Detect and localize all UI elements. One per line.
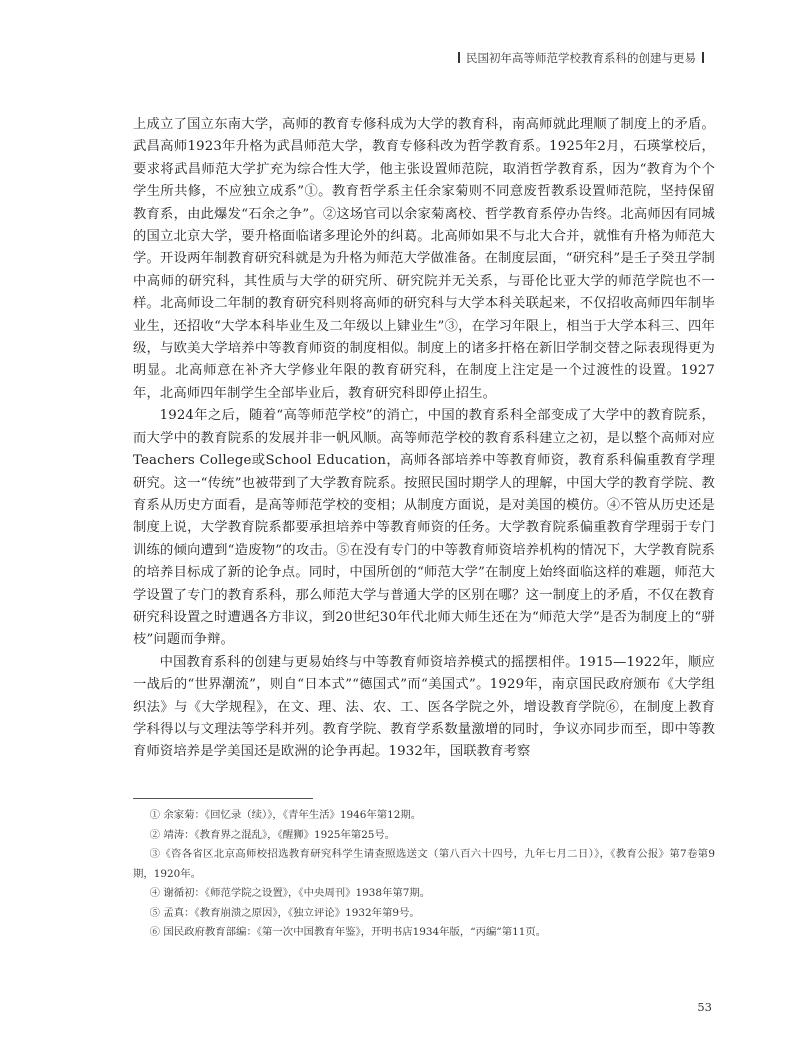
footnote-2: ② 靖涛：《教育界之混乱》，《醒狮》1925年第25号。 bbox=[149, 828, 396, 841]
page-number: 53 bbox=[697, 1000, 712, 1014]
footnote-1: ① 余家菊：《回忆录（续）》，《青年生活》1946年第12期。 bbox=[149, 809, 422, 821]
header-right-bar bbox=[702, 52, 704, 63]
paragraph-3: 中国教育系科的创建与更易始终与中等教育师资培养模式的摇摆相伴。1915—1922年，顺应一战后的“世界潮流”，则自“日本式”“德国式”而“美国式”。1929年，南京国民政府颁布《大学组织法》与《大学规程》，在文、理、法、农、工、医各学院之外，增设教育学院⑥，在制度上教育学科得以与文理法等学科并列。教育学院、教育学系数量激增的同时，争议亦同步而至，即中等教育师资培养是学美国还是欧洲的论争再起。1932年，国联教育考察 bbox=[133, 654, 715, 760]
running-header bbox=[400, 50, 710, 66]
body-text bbox=[133, 114, 715, 764]
footnote-5: ⑤ 孟真：《教育崩溃之原因》，《独立评论》1932年第9号。 bbox=[149, 906, 420, 919]
footnote-6: ⑥ 国民政府教育部编：《第一次中国教育年鉴》，开明书店1934年版，“丙编”第11页。 bbox=[149, 926, 547, 938]
paragraph-1: 上成立了国立东南大学，高师的教育专修科成为大学的教育科，南高师就此理顺了制度上的矛盾。武昌高师1923年升格为武昌师范大学，教育专修科改为哲学教育系。1925年2月，石瑛掌校后，要求将武昌师范大学扩充为综合性大学，他主张设置师范院，取消哲学教育系，因为“教育为个个学生所共修，不应独立成系”①。教育哲学系主任余家菊则不同意废哲教系设置师范院，坚持保留教育系，由此爆发“石余之争”。②这场官司以余家菊离校、哲学教育系停办告终。北高师因有同城的国立北京大学，要升格面临诸多理论外的纠葛。北高师如果不与北大合并，就惟有升格为师范大学。开设两年制教育研究科就是为升格为师范大学做准备。在制度层面，“研究科”是壬子癸丑学制中高师的研究科，其性质与大学的研究所、研究院并无关系，与哥伦比亚大学的师范学院也不一样。北高师设二年制的教育研究科则将高师的研究科与大学本科关联起来，不仅招收高师四年制毕业生，还招收“大学本科毕业生及二年级以上肄业生”③，在学习年限上，相当于大学本科三、四年级，与欧美大学培养中等教育师资的制度相似。制度上的诸多扞格在新旧学制交替之际表现得更为明显。北高师意在补齐大学修业年限的教育研究科，在制度上注定是一个过渡性的设置。1927年，北高师四年制学生全部毕业后，教育研究科即停止招生。 bbox=[133, 117, 715, 401]
running-title: 民国初年高等师范学校教育系科的创建与更易 bbox=[466, 51, 696, 65]
paragraph-2: 1924年之后，随着“高等师范学校”的消亡，中国的教育系科全部变成了大学中的教育院系，而大学中的教育院系的发展并非一帆风顺。高等师范学校的教育系科建立之初，是以整个高师对应Teachers College或School Education，高师各部培养中等教育师资，教育系科偏重教育学理研究。这一“传统”也被带到了大学教育院系。按照民国时期学人的理解，中国大学的教育学院、教育系从历史方面看，是高等师范学校的变相；从制度方面说，是对美国的模仿。④不管从历史还是制度上说，大学教育院系都要承担培养中等教育师资的任务。大学教育院系偏重教育学理弱于专门训练的倾向遭到“造废物”的攻击。⑤在没有专门的中等教育师资培养机构的情况下，大学教育院系的培养目标成了新的论争点。同时，中国所创的“师范大学”在制度上始终面临这样的难题，师范大学设置了专门的教育系科，那么师范大学与普通大学的区别在哪？这一制度上的矛盾，不仅在教育研究科设置之时遭遇各方非议，到20世纪30年代北师大师生还在为“师范大学”是否为制度上的“骈枝”问题而争辩。 bbox=[133, 408, 715, 648]
footnotes bbox=[133, 806, 715, 943]
footnote-4: ④ 谢循初：《师范学院之设置》，《中央周刊》1938年第7期。 bbox=[149, 887, 431, 899]
footnote-divider bbox=[133, 798, 313, 799]
header-left-bar bbox=[458, 52, 460, 63]
footnote-3: ③《咨各省区北京高师校招选教育研究科学生请查照选送文（第八百六十四号，九年七月二日）》，《教育公报》第7卷第9期，1920年。 bbox=[133, 848, 715, 880]
